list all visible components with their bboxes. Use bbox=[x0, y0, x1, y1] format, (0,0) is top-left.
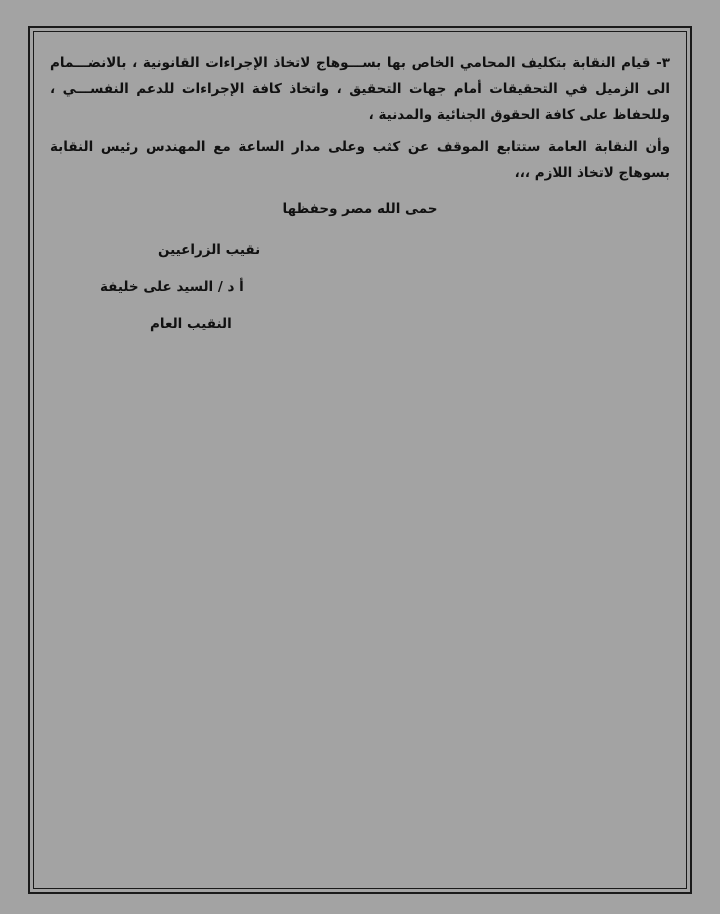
signature-name: أ د / السيد على خليفة bbox=[100, 279, 244, 295]
signature-role: النقيب العام bbox=[150, 316, 232, 332]
closing-line: حمى الله مصر وحفظها bbox=[282, 201, 438, 217]
signature-title: نقيب الزراعيين bbox=[158, 242, 261, 258]
document-body bbox=[50, 50, 670, 234]
paragraph-follow-up: وأن النقابة العامة ستتابع الموقف عن كثب وعلى مدار الساعة مع المهندس رئيس النقابة بسوهاج لاتخاذ اللازم ،،، bbox=[50, 139, 670, 181]
paragraph-item-3: ٣- قيام النقابة بتكليف المحامي الخاص بها بســـوهاج لاتخاذ الإجراءات القانونية ، بالانضـــمام الى الزميل في التحقيقات أمام جهات التحقيق ، واتخاذ كافة الإجراءات للدعم النفســـي ، وللحفاظ على كافة الحقوق الجنائية والمدنية ، bbox=[50, 55, 670, 123]
signature-block bbox=[50, 232, 670, 343]
